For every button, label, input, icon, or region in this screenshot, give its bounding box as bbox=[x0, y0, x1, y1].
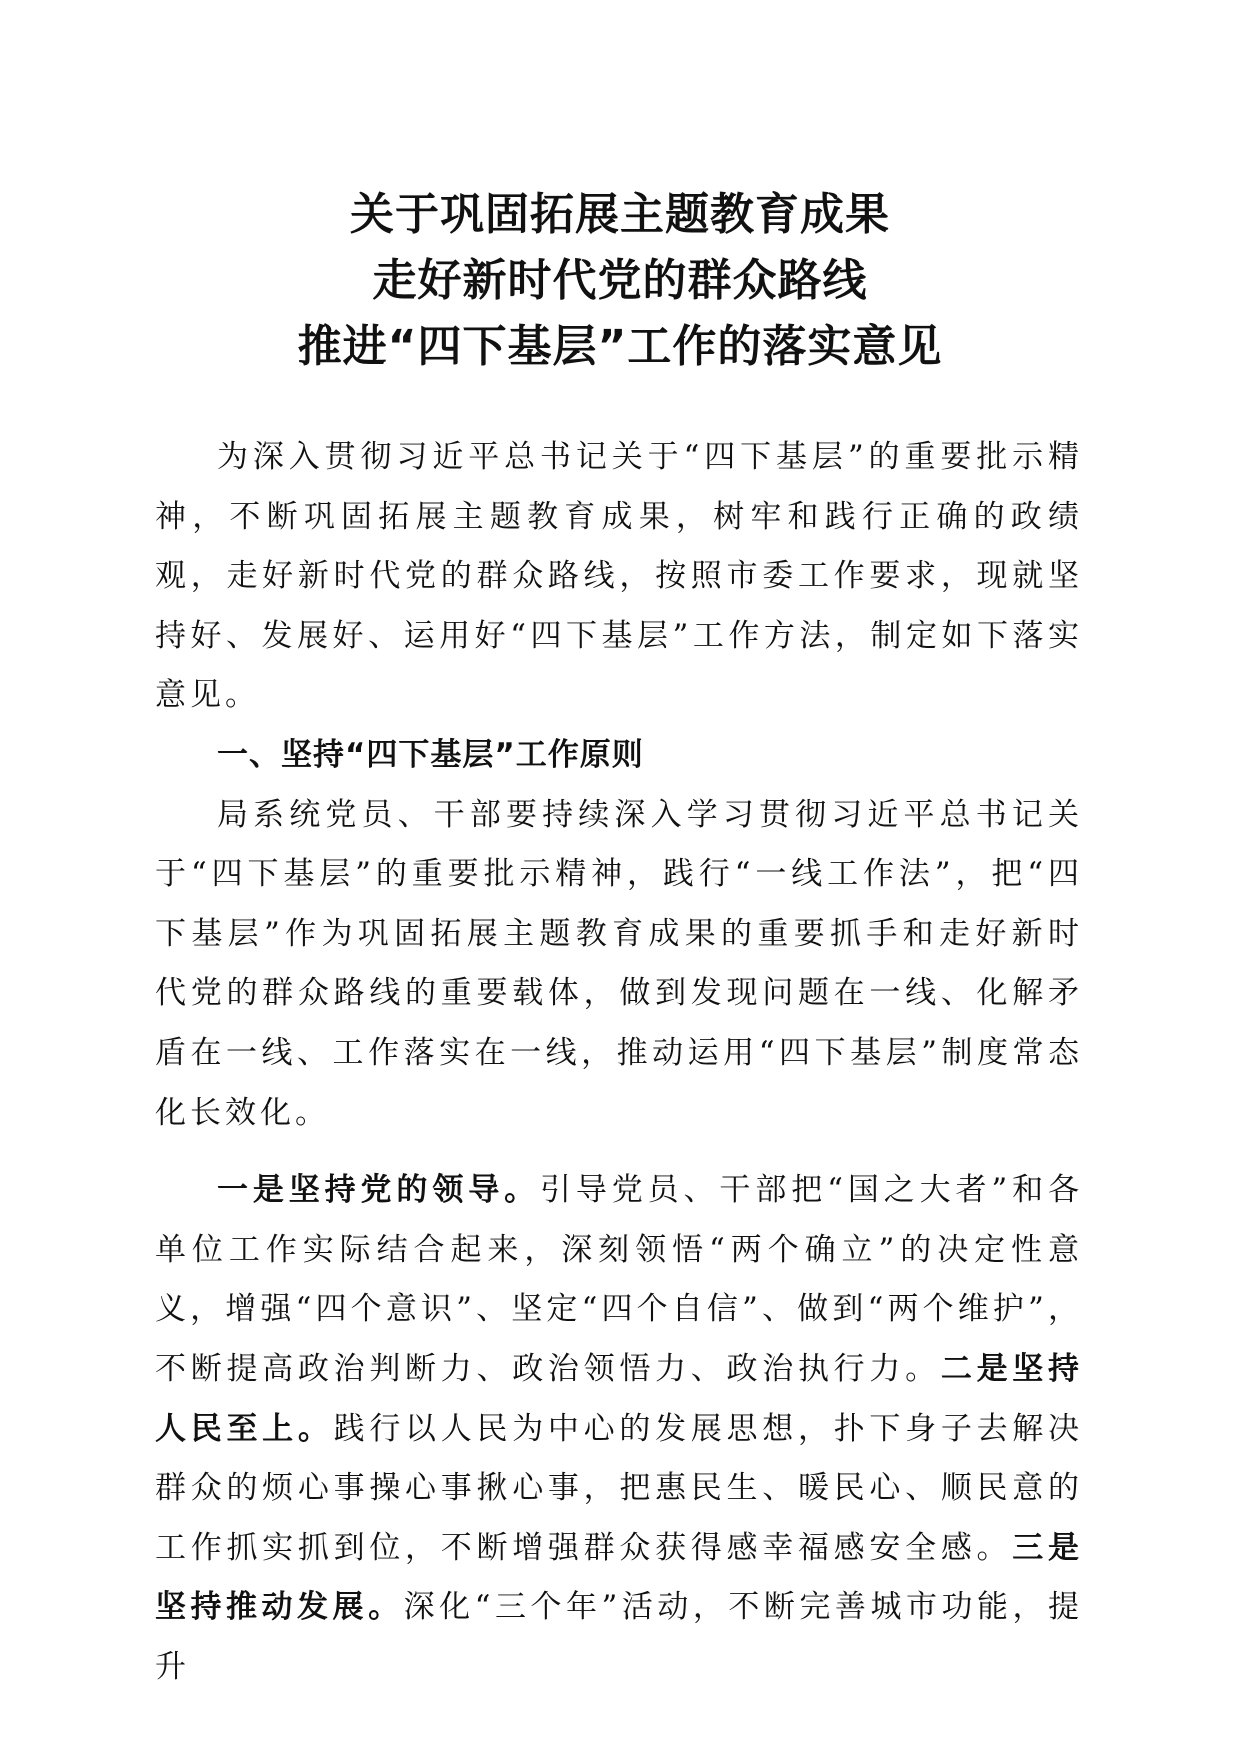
document-body bbox=[155, 428, 1083, 1697]
principles-paragraph bbox=[155, 1161, 1083, 1697]
title-line-1: 关于巩固拓展主题教育成果 bbox=[350, 189, 890, 240]
intro-paragraph: 为深入贯彻习近平总书记关于“四下基层”的重要批示精神，不断巩固拓展主题教育成果，树牢和践行正确的政绩观，走好新时代党的群众路线，按照市委工作要求，现就坚持好、发展好、运用好“四下基层”工作方法，制定如下落实意见。 bbox=[155, 439, 1083, 714]
point-2-lead: 二是坚持人民至上。 bbox=[155, 1350, 1084, 1447]
document-title bbox=[0, 182, 1240, 380]
point-1-text: 引导党员、干部把“国之大者”和各单位工作实际结合起来，深刻领悟“两个确立”的决定性意义，增强“四个意识”、坚定“四个自信”、做到“两个维护”，不断提高政治判断力、政治领悟力、政治执行力。 bbox=[155, 1172, 1084, 1387]
point-3-text: 深化“三个年”活动，不断完善城市功能，提升 bbox=[155, 1589, 1084, 1685]
section-heading-1: 一、坚持“四下基层”工作原则 bbox=[217, 736, 644, 773]
section1-paragraph: 局系统党员、干部要持续深入学习贯彻习近平总书记关于“四下基层”的重要批示精神，践行“一线工作法”，把“四下基层”作为巩固拓展主题教育成果的重要抓手和走好新时代党的群众路线的重要载体，做到发现问题在一线、化解矛盾在一线、工作落实在一线，推动运用“四下基层”制度常态化长效化。 bbox=[155, 796, 1083, 1131]
title-line-2: 走好新时代党的群众路线 bbox=[372, 255, 868, 306]
title-line-3: 推进“四下基层”工作的落实意见 bbox=[297, 321, 943, 372]
point-3-lead: 三是坚持推动发展。 bbox=[155, 1529, 1084, 1626]
point-2-text: 践行以人民为中心的发展思想，扑下身子去解决群众的烦心事操心事揪心事，把惠民生、暖民心、顺民意的工作抓实抓到位，不断增强群众获得感幸福感安全感。 bbox=[155, 1410, 1084, 1566]
paragraph-gap bbox=[155, 1143, 1083, 1161]
point-1-lead: 一是坚持党的领导。 bbox=[217, 1172, 540, 1209]
